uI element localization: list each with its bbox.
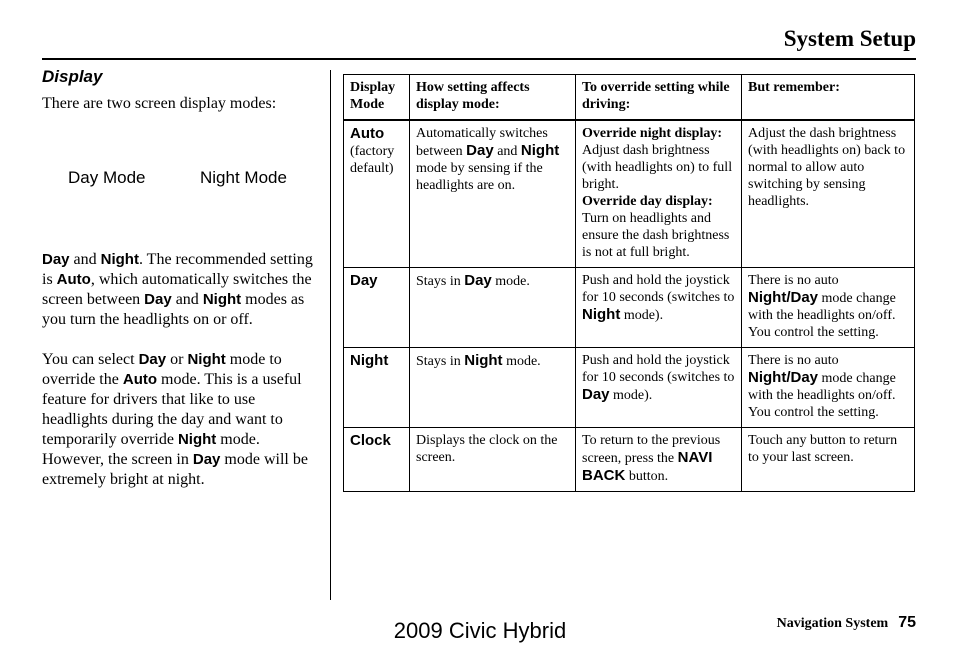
header-effect: How setting affects display mode: xyxy=(410,75,576,121)
text-run: mode. xyxy=(502,354,541,369)
table-header-row xyxy=(344,75,915,121)
keyword-night: Night xyxy=(748,289,787,306)
model-watermark: 2009 Civic Hybrid xyxy=(393,618,567,643)
override-cell xyxy=(576,428,742,492)
mode-cell xyxy=(344,268,410,348)
keyword-night: Night xyxy=(520,142,560,159)
mode-labels xyxy=(42,168,324,212)
text-run: mode. This is a useful feature for drivers that like to use headlights during the day and want to temporarily override xyxy=(42,371,302,448)
header-remember: But remember: xyxy=(742,75,915,121)
text-run: , which automatically switches the screen between xyxy=(42,271,312,308)
text-run: and xyxy=(171,291,203,308)
keyword-day: Day xyxy=(138,351,167,368)
section-heading: Display xyxy=(42,67,103,86)
slash: / xyxy=(786,289,791,306)
text-run: Stays in xyxy=(416,354,465,369)
header-divider xyxy=(42,58,916,60)
keyword-day: Day xyxy=(42,251,70,268)
intro-text: There are two screen display modes: xyxy=(42,95,277,112)
text-run: Automatically switches between xyxy=(416,126,548,159)
text-run: or xyxy=(166,351,188,368)
override-cell xyxy=(576,268,742,348)
remember-cell xyxy=(742,348,915,428)
keyword-day: Day xyxy=(582,386,610,403)
page-number: 75 xyxy=(898,614,916,631)
remember-cell: Adjust the dash brightness (with headlights on) back to normal to allow auto switching by sensing headlights. xyxy=(742,120,915,268)
keyword-auto: Auto xyxy=(56,271,91,288)
text-run: mode to override the xyxy=(42,351,282,388)
keyword-day: Day xyxy=(466,142,494,159)
text-run: There is no auto xyxy=(748,273,839,288)
text-run: You can select xyxy=(42,351,139,368)
slash: / xyxy=(786,369,791,386)
text-run: button. xyxy=(625,469,669,484)
override-cell xyxy=(576,120,742,268)
keyword-navi-back: NAVI BACK xyxy=(582,449,713,484)
keyword-night: Night xyxy=(177,431,217,448)
override-night-label: Override night display: xyxy=(582,126,723,141)
footer-label: Navigation System xyxy=(776,616,889,631)
keyword-night: Night xyxy=(100,251,139,268)
text-run: Push and hold the joystick for 10 seconds (switches to xyxy=(582,273,735,305)
page-section-title: System Setup xyxy=(783,26,916,51)
table-row-auto xyxy=(344,120,915,268)
text-run: modes as you turn the headlights on or off. xyxy=(42,291,305,328)
keyword-day: Day xyxy=(790,289,819,306)
text-run: mode change with the headlights on/off. You control the setting. xyxy=(748,371,896,420)
keyword-day: Day xyxy=(192,451,221,468)
text-run: and xyxy=(493,144,521,159)
header-display-mode: Display Mode xyxy=(344,75,410,121)
override-cell xyxy=(576,348,742,428)
keyword-day: Day xyxy=(790,369,819,386)
recommendation-paragraph xyxy=(42,250,324,330)
keyword-night: Night xyxy=(464,352,503,369)
keyword-day: Day xyxy=(464,272,492,289)
override-night-text: Adjust dash brightness (with headlights on) to full bright. xyxy=(582,143,733,192)
text-run: mode. However, the screen in xyxy=(42,431,260,468)
column-divider xyxy=(330,70,331,600)
mode-sub: (factory default) xyxy=(350,144,395,176)
text-run: and xyxy=(69,251,101,268)
text-run: To return to the previous screen, press the xyxy=(582,433,721,466)
display-mode-table xyxy=(343,74,915,492)
keyword-night: Night xyxy=(748,369,787,386)
left-column xyxy=(42,66,324,490)
mode-night: Night xyxy=(350,352,389,369)
mode-auto: Auto xyxy=(350,125,385,142)
remember-cell xyxy=(742,268,915,348)
table-row-day xyxy=(344,268,915,348)
keyword-night: Night xyxy=(202,291,242,308)
override-day-label: Override day display: xyxy=(582,194,713,209)
text-run: mode change with the headlights on/off. You control the setting. xyxy=(748,291,896,340)
mode-cell xyxy=(344,348,410,428)
table-row-clock xyxy=(344,428,915,492)
text-run: mode). xyxy=(609,388,653,403)
text-run: . The recommended setting is xyxy=(42,251,313,288)
day-mode-label: Day Mode xyxy=(68,168,146,187)
override-day-text: Turn on headlights and ensure the dash brightness is not at full bright. xyxy=(582,211,730,260)
text-run: mode). xyxy=(620,308,664,323)
keyword-day: Day xyxy=(144,291,172,308)
night-mode-label: Night Mode xyxy=(200,168,287,187)
table-row-night xyxy=(344,348,915,428)
keyword-auto: Auto xyxy=(122,371,158,388)
effect-cell: Displays the clock on the screen. xyxy=(410,428,576,492)
remember-cell: Touch any button to return to your last screen. xyxy=(742,428,915,492)
mode-cell xyxy=(344,120,410,268)
mode-day: Day xyxy=(350,272,378,289)
text-run: Push and hold the joystick for 10 seconds (switches to xyxy=(582,353,735,385)
keyword-night: Night xyxy=(582,306,621,323)
effect-cell xyxy=(410,268,576,348)
text-run: mode by sensing if the headlights are on. xyxy=(416,161,543,193)
keyword-night: Night xyxy=(187,351,226,368)
mode-clock: Clock xyxy=(350,432,391,449)
text-run: mode will be extremely bright at night. xyxy=(42,451,308,488)
text-run: Stays in xyxy=(416,274,465,289)
header-override: To override setting while driving: xyxy=(576,75,742,121)
text-run: mode. xyxy=(491,274,530,289)
mode-cell xyxy=(344,428,410,492)
override-paragraph xyxy=(42,350,324,490)
effect-cell xyxy=(410,120,576,268)
text-run: There is no auto xyxy=(748,353,839,368)
effect-cell xyxy=(410,348,576,428)
